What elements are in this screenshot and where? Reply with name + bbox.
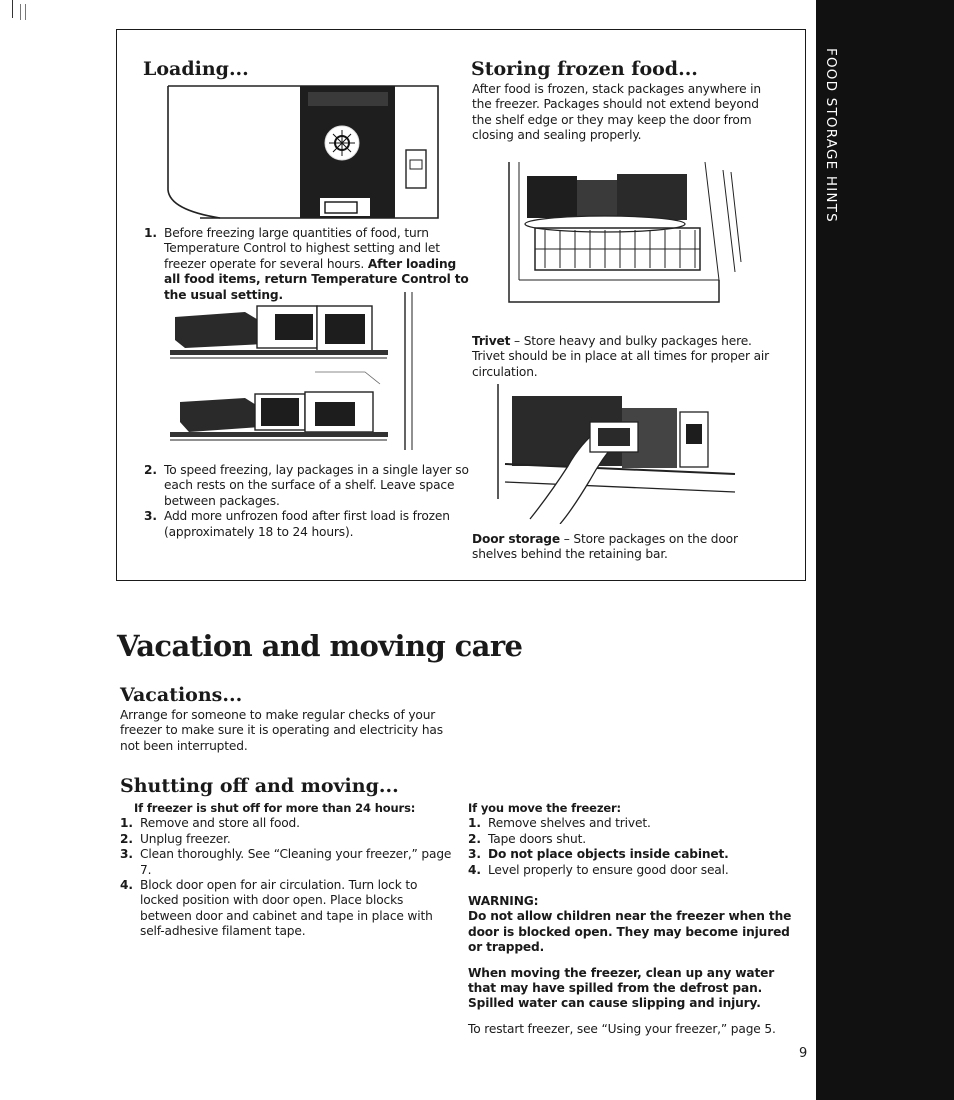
move-step-4: 4. Level properly to ensure good door seal. xyxy=(468,862,729,877)
vacations-text: Arrange for someone to make regular checks of your freezer to make sure it is operating and electricity has not been interrupted. xyxy=(120,708,443,753)
loading-step-2: 2. To speed freezing, lay packages in a single layer so each rests on the surface of a shelf. Leave space between packages. xyxy=(144,463,469,508)
shut-off-subheading: If freezer is shut off for more than 24 hours: xyxy=(134,801,416,815)
vacation-title: Vacation and moving care xyxy=(117,629,523,663)
storing-paragraph: After food is frozen, stack packages anywhere in the freezer. Packages should not extend beyond the shelf edge or they may keep the door from closing and sealing properly. xyxy=(472,82,761,143)
warning-text: Do not allow children near the freezer when the door is blocked open. They may become injured or trapped. xyxy=(468,909,792,955)
shutting-heading: Shutting off and moving... xyxy=(120,775,399,797)
margin-mark xyxy=(12,0,13,18)
loading-step-3: 3. Add more unfrozen food after first load is frozen (approximately 18 to 24 hours). xyxy=(144,509,450,539)
door-storage-illustration xyxy=(490,384,750,524)
shut-step-2: 2. Unplug freezer. xyxy=(120,831,231,846)
shut-off-section xyxy=(120,801,456,940)
loading-step-1: 1. Before freezing large quantities of food, turn Temperature Control to highest setting and let freezer operate for several hours. After loading all food items, return Temperature Control to the usual setting. xyxy=(144,226,469,302)
door-storage-description: Door storage – Store packages on the door shelves behind the retaining bar. xyxy=(472,532,738,562)
margin-mark xyxy=(20,4,21,20)
temperature-control-illustration xyxy=(160,80,450,225)
loading-heading: Loading... xyxy=(143,58,249,80)
margin-mark xyxy=(25,4,26,20)
loading-steps-2-3 xyxy=(144,463,476,540)
move-step-2: 2. Tape doors shut. xyxy=(468,831,586,846)
trivet-description: Trivet – Store heavy and bulky packages here. Trivet should be in place at all times for proper air circulation. xyxy=(472,334,770,379)
moving-warning: When moving the freezer, clean up any water that may have spilled from the defrost pan. Spilled water can cause slipping and injury. xyxy=(468,965,775,1011)
storing-heading: Storing frozen food... xyxy=(471,58,698,80)
packages-on-shelves-illustration xyxy=(165,292,425,452)
warning-label: WARNING: xyxy=(468,894,539,909)
page-number: 9 xyxy=(799,1046,808,1061)
restart-note: To restart freezer, see “Using your freezer,” page 5. xyxy=(468,1021,776,1036)
vacations-heading: Vacations... xyxy=(120,684,243,706)
shut-step-4: 4. Block door open for air circulation. Turn lock to locked position with door open. Place blocks between door and cabinet and tape in place with self-adhesive filament tape. xyxy=(120,878,433,939)
move-step-3: 3. Do not place objects inside cabinet. xyxy=(468,847,729,862)
trivet-illustration xyxy=(505,162,745,304)
shut-step-1: 1. Remove and store all food. xyxy=(120,816,300,831)
moving-section xyxy=(468,801,804,1037)
move-step-1: 1. Remove shelves and trivet. xyxy=(468,816,651,831)
move-subheading: If you move the freezer: xyxy=(468,801,621,815)
shut-step-3: 3. Clean thoroughly. See “Cleaning your freezer,” page 7. xyxy=(120,847,452,877)
side-tab-label: FOOD STORAGE HINTS xyxy=(823,47,839,223)
